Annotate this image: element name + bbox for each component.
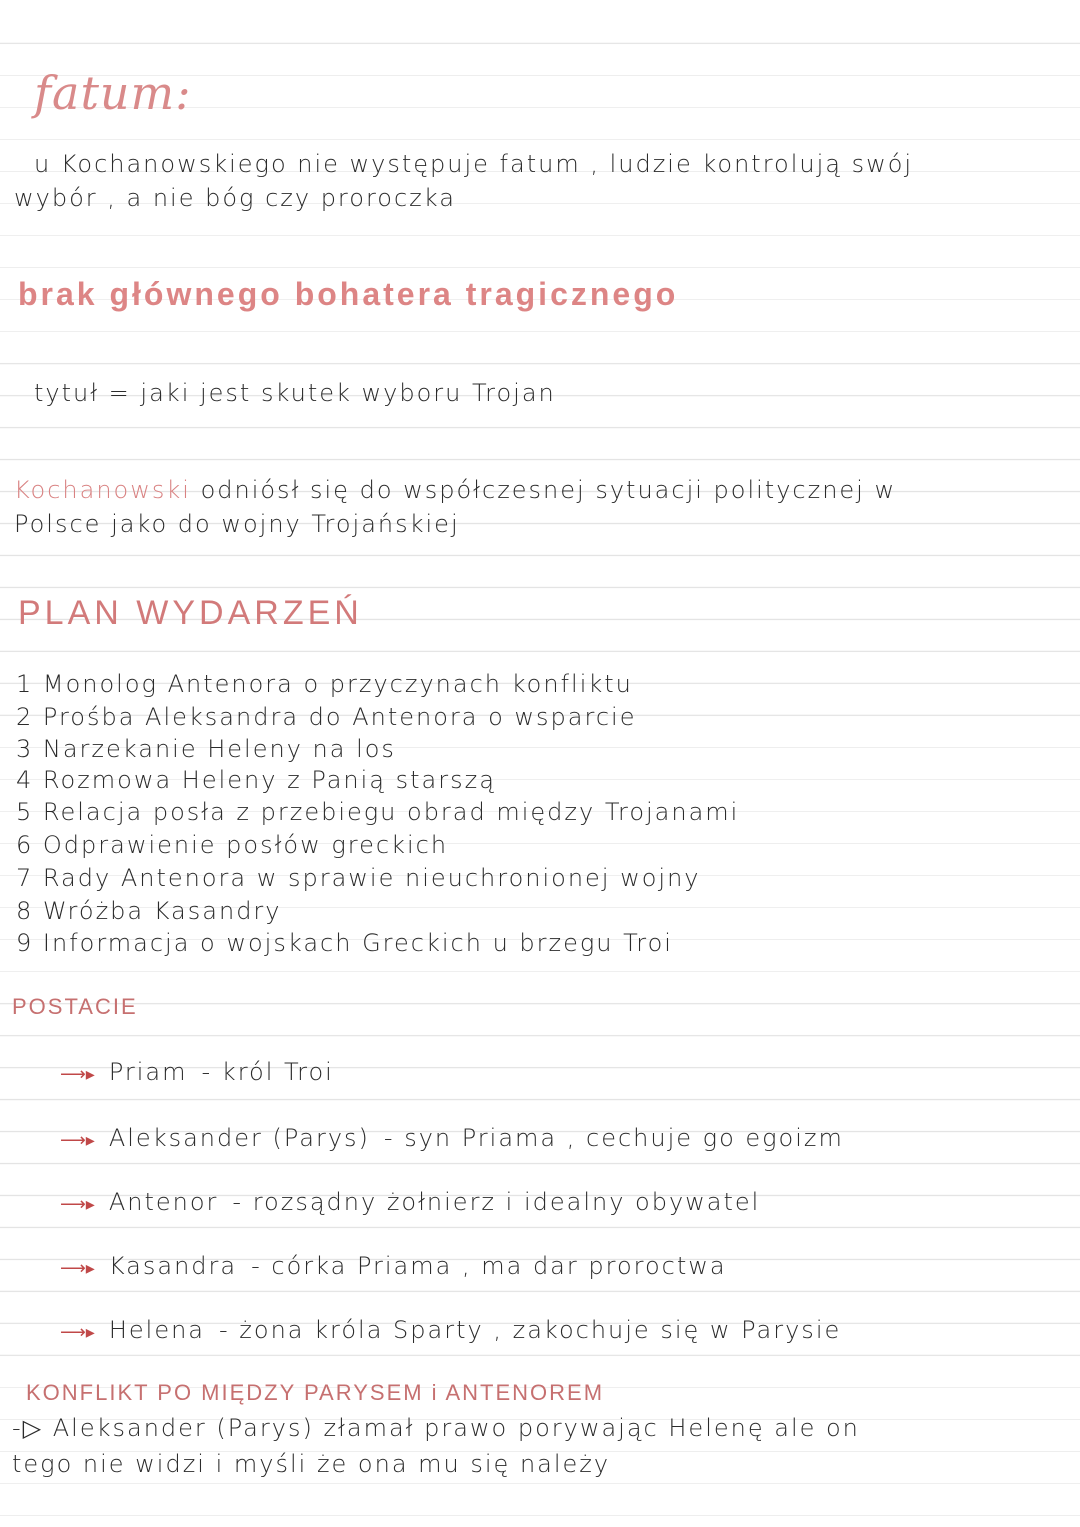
kochanowski-line-1 [14,478,896,502]
arrow-right-icon: ⟶▸ [60,1194,95,1215]
title-meaning-line: tytuł = jaki jest skutek wyboru Trojan [34,379,556,407]
character-name: Kasandra [108,1252,238,1280]
kochanowski-line-1-rest: odniósł się do współczesnej sytuacji politycznej w [200,476,897,504]
character-row [60,1058,334,1086]
conflict-line-1: -▷ Aleksander (Parys) złamał prawo porywając Helenę ale on [12,1414,860,1442]
character-name: Helena [108,1316,206,1344]
plan-item: 4 Rozmowa Heleny z Panią starszą [16,766,496,794]
arrow-right-icon: ⟶▸ [60,1130,95,1151]
character-desc: - żona króla Sparty , zakochuje się w Parysie [219,1316,842,1344]
plan-item: 9 Informacja o wojskach Greckich u brzegu Troi [16,929,673,957]
plan-item: 3 Narzekanie Heleny na los [16,735,396,763]
character-row [60,1316,841,1344]
fatum-text-line-2: wybór , a nie bóg czy proroczka [14,184,456,212]
plan-heading: PLAN WYDARZEŃ [18,594,363,632]
fatum-text-line-1: u Kochanowskiego nie występuje fatum , ludzie kontrolują swój [34,150,914,178]
character-row [60,1188,760,1216]
conflict-line-2: tego nie widzi i myśli że ona mu się należy [12,1450,611,1478]
kochanowski-name: Kochanowski [14,476,191,504]
character-desc: - syn Priama , cechuje go egoizm [383,1124,844,1152]
character-name: Aleksander (Parys) [108,1124,370,1152]
character-desc: - król Troi [201,1058,334,1086]
plan-item: 6 Odprawienie posłów greckich [16,831,449,859]
plan-item: 5 Relacja posła z przebiegu obrad między Trojanami [16,798,740,826]
character-name: Antenor [108,1188,219,1216]
plan-item: 8 Wróżba Kasandry [16,897,282,925]
plan-item: 1 Monolog Antenora o przyczynach konfliktu [16,670,633,698]
page-title: fatum: [34,66,192,120]
character-name: Priam [108,1058,188,1086]
character-desc: - córka Priama , ma dar proroctwa [251,1252,727,1280]
conflict-heading: KONFLIKT PO MIĘDZY PARYSEM i ANTENOREM [26,1380,605,1405]
arrow-right-icon: ⟶▸ [60,1258,95,1279]
plan-item: 7 Rady Antenora w sprawie nieuchronionej wojny [16,864,701,892]
plan-item: 2 Prośba Aleksandra do Antenora o wsparcie [16,703,637,731]
characters-heading: POSTACIE [12,994,138,1019]
character-row [60,1252,727,1280]
character-row [60,1124,844,1152]
hero-heading: brak głównego bohatera tragicznego [18,276,679,312]
arrow-right-icon: ⟶▸ [60,1064,95,1085]
arrow-right-icon: ⟶▸ [60,1322,95,1343]
character-desc: - rozsądny żołnierz i idealny obywatel [232,1188,761,1216]
kochanowski-line-2: Polsce jako do wojny Trojańskiej [14,510,460,538]
